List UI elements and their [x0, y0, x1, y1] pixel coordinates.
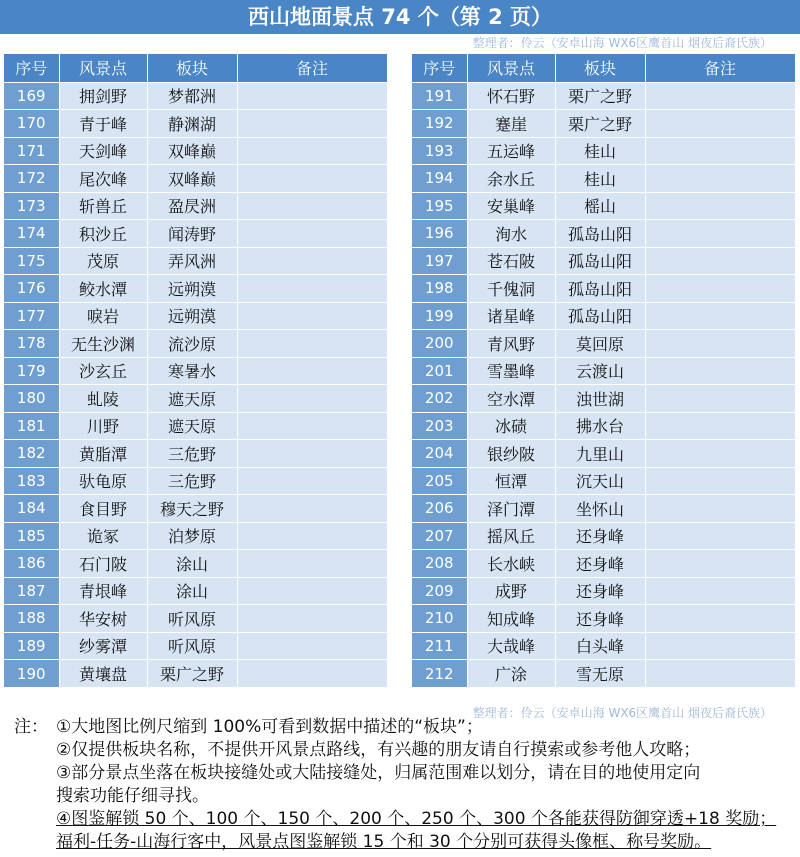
row-number: 197 [412, 247, 467, 275]
table-row [412, 605, 795, 633]
scenic-name: 天剑峰 [59, 137, 147, 165]
row-number: 178 [4, 330, 59, 358]
table-row [412, 660, 795, 688]
block-name: 远朔漠 [147, 275, 237, 303]
block-name: 听风原 [147, 632, 237, 660]
block-name: 白头峰 [555, 632, 645, 660]
row-number: 210 [412, 605, 467, 633]
row-number: 180 [4, 385, 59, 413]
note-1: ①大地图比例尺缩到 100%可看到数据中描述的“板块”； [56, 717, 483, 737]
header-note: 备注 [645, 54, 795, 82]
note-cell [237, 605, 387, 633]
table-row [412, 522, 795, 550]
note-cell [645, 577, 795, 605]
table-row [4, 165, 387, 193]
table-header-row [412, 54, 795, 82]
scenic-name: 唳岩 [59, 302, 147, 330]
scenic-name: 鲛水潭 [59, 275, 147, 303]
block-name: 流沙原 [147, 330, 237, 358]
block-name: 泊梦原 [147, 522, 237, 550]
row-number: 191 [412, 82, 467, 110]
note-cell [645, 220, 795, 248]
scenic-name: 银纱陂 [467, 440, 555, 468]
note-cell [645, 605, 795, 633]
scenic-table-right [412, 54, 796, 687]
row-number: 207 [412, 522, 467, 550]
note-cell [645, 302, 795, 330]
table-row [4, 110, 387, 138]
table-row [4, 275, 387, 303]
row-number: 200 [412, 330, 467, 358]
table-row [412, 302, 795, 330]
note-cell [645, 522, 795, 550]
note-cell [645, 495, 795, 523]
scenic-name: 驮龟原 [59, 467, 147, 495]
row-number: 186 [4, 550, 59, 578]
table-row [412, 577, 795, 605]
scenic-name: 恒潭 [467, 467, 555, 495]
row-number: 182 [4, 440, 59, 468]
scenic-name: 余水丘 [467, 165, 555, 193]
table-row [4, 440, 387, 468]
scenic-name: 斩兽丘 [59, 192, 147, 220]
note-cell [237, 330, 387, 358]
scenic-name: 冰碛 [467, 412, 555, 440]
row-number: 208 [412, 550, 467, 578]
block-name: 榣山 [555, 192, 645, 220]
row-number: 172 [4, 165, 59, 193]
scenic-name: 沙玄丘 [59, 357, 147, 385]
note-cell [237, 302, 387, 330]
scenic-name: 成野 [467, 577, 555, 605]
scenic-name: 广涂 [467, 660, 555, 688]
table-row [412, 137, 795, 165]
note-cell [237, 577, 387, 605]
block-name: 还身峰 [555, 522, 645, 550]
block-name: 孤岛山阳 [555, 302, 645, 330]
note-3: ③部分景点坐落在板块接缝处或大陆接缝处，归属范围难以划分，请在目的地使用定向 [56, 763, 701, 783]
note-cell [645, 165, 795, 193]
scenic-name: 黄脂潭 [59, 440, 147, 468]
note-cell [237, 220, 387, 248]
scenic-name: 拥剑野 [59, 82, 147, 110]
scenic-name: 茂原 [59, 247, 147, 275]
row-number: 201 [412, 357, 467, 385]
table-row [412, 110, 795, 138]
scenic-name: 安巢峰 [467, 192, 555, 220]
table-row [412, 357, 795, 385]
table-row [412, 82, 795, 110]
note-cell [237, 632, 387, 660]
block-name: 沉天山 [555, 467, 645, 495]
note-cell [645, 137, 795, 165]
table-row [4, 385, 387, 413]
block-name: 静渊湖 [147, 110, 237, 138]
note-2: ②仅提供板块名称，不提供开风景点路线，有兴趣的朋友请自行摸索或参考他人攻略； [56, 740, 701, 760]
scenic-name: 积沙丘 [59, 220, 147, 248]
block-name: 还身峰 [555, 577, 645, 605]
scenic-name: 大哉峰 [467, 632, 555, 660]
table-row [412, 330, 795, 358]
note-4: ④图鉴解锁 50 个、100 个、150 个、200 个、250 个、300 个各能获得防御穿透+18 奖励； [56, 809, 777, 829]
note-cell [237, 110, 387, 138]
note-cell [645, 82, 795, 110]
table-row [412, 247, 795, 275]
row-number: 204 [412, 440, 467, 468]
header-note: 备注 [237, 54, 387, 82]
table-row [412, 550, 795, 578]
scenic-name: 千傀洞 [467, 275, 555, 303]
table-row [412, 385, 795, 413]
note-cell [237, 165, 387, 193]
row-number: 175 [4, 247, 59, 275]
row-number: 189 [4, 632, 59, 660]
header-num: 序号 [412, 54, 467, 82]
block-name: 雪无原 [555, 660, 645, 688]
scenic-name: 长水峡 [467, 550, 555, 578]
block-name: 梦都洲 [147, 82, 237, 110]
note-3-cont: 搜索功能仔细寻找。 [56, 786, 209, 806]
note-cell [645, 660, 795, 688]
row-number: 188 [4, 605, 59, 633]
table-row [412, 632, 795, 660]
row-number: 190 [4, 660, 59, 688]
row-number: 181 [4, 412, 59, 440]
block-name: 寒暑水 [147, 357, 237, 385]
block-name: 穆天之野 [147, 495, 237, 523]
scenic-name: 青垠峰 [59, 577, 147, 605]
row-number: 212 [412, 660, 467, 688]
row-number: 198 [412, 275, 467, 303]
table-row [4, 495, 387, 523]
table-row [4, 577, 387, 605]
block-name: 栗广之野 [147, 660, 237, 688]
table-row [4, 247, 387, 275]
note-cell [645, 385, 795, 413]
block-name: 盈昃洲 [147, 192, 237, 220]
scenic-name: 泽门潭 [467, 495, 555, 523]
table-row [4, 632, 387, 660]
note-cell [237, 495, 387, 523]
note-cell [237, 467, 387, 495]
block-name: 九里山 [555, 440, 645, 468]
row-number: 173 [4, 192, 59, 220]
block-name: 还身峰 [555, 605, 645, 633]
block-name: 孤岛山阳 [555, 247, 645, 275]
note-cell [237, 550, 387, 578]
table-row [4, 467, 387, 495]
row-number: 209 [412, 577, 467, 605]
note-cell [237, 440, 387, 468]
note-cell [237, 660, 387, 688]
table-row [4, 220, 387, 248]
header-num: 序号 [4, 54, 59, 82]
row-number: 187 [4, 577, 59, 605]
table-row [4, 522, 387, 550]
table-row [4, 357, 387, 385]
notes-section [14, 716, 794, 854]
row-number: 193 [412, 137, 467, 165]
organizer-watermark: 整理者：伶云（安卓山海 WX6区鹰首山 烟夜后裔氏族） [472, 706, 772, 720]
block-name: 遮天原 [147, 412, 237, 440]
note-cell [645, 192, 795, 220]
scenic-name: 纱雾潭 [59, 632, 147, 660]
note-cell [645, 550, 795, 578]
scenic-name: 食目野 [59, 495, 147, 523]
scenic-name: 五运峰 [467, 137, 555, 165]
table-row [4, 302, 387, 330]
table-row [412, 467, 795, 495]
row-number: 196 [412, 220, 467, 248]
table-row [412, 440, 795, 468]
scenic-name: 无生沙渊 [59, 330, 147, 358]
note-cell [237, 247, 387, 275]
block-name: 坐怀山 [555, 495, 645, 523]
table-row [412, 412, 795, 440]
table-header-row [4, 54, 387, 82]
block-name: 三危野 [147, 440, 237, 468]
notes-lead: 注： [14, 717, 48, 737]
row-number: 174 [4, 220, 59, 248]
block-name: 桂山 [555, 137, 645, 165]
note-cell [645, 357, 795, 385]
block-name: 双峰巅 [147, 137, 237, 165]
scenic-name: 空水潭 [467, 385, 555, 413]
page-title: 西山地面景点 74 个（第 2 页） [0, 0, 800, 34]
organizer-watermark: 整理者：伶云（安卓山海 WX6区鹰首山 烟夜后裔氏族） [472, 36, 772, 50]
scenic-name: 川野 [59, 412, 147, 440]
note-cell [237, 137, 387, 165]
row-number: 202 [412, 385, 467, 413]
note-cell [237, 522, 387, 550]
row-number: 184 [4, 495, 59, 523]
table-row [4, 605, 387, 633]
block-name: 遮天原 [147, 385, 237, 413]
scenic-name: 青于峰 [59, 110, 147, 138]
note-cell [237, 82, 387, 110]
row-number: 183 [4, 467, 59, 495]
row-number: 169 [4, 82, 59, 110]
row-number: 206 [412, 495, 467, 523]
table-row [4, 412, 387, 440]
header-name: 风景点 [467, 54, 555, 82]
block-name: 三危野 [147, 467, 237, 495]
scenic-name: 知成峰 [467, 605, 555, 633]
note-5: 福利-任务-山海行客中，风景点图鉴解锁 15 个和 30 个分别可获得头像框、称号奖励。 [56, 832, 712, 852]
table-row [4, 82, 387, 110]
row-number: 179 [4, 357, 59, 385]
block-name: 孤岛山阳 [555, 220, 645, 248]
scenic-name: 华安树 [59, 605, 147, 633]
block-name: 还身峰 [555, 550, 645, 578]
block-name: 莫回原 [555, 330, 645, 358]
scenic-name: 诡冢 [59, 522, 147, 550]
note-cell [237, 357, 387, 385]
row-number: 199 [412, 302, 467, 330]
note-cell [237, 412, 387, 440]
block-name: 云渡山 [555, 357, 645, 385]
block-name: 远朔漠 [147, 302, 237, 330]
table-row [412, 220, 795, 248]
table-row [4, 137, 387, 165]
scenic-name: 蹇崖 [467, 110, 555, 138]
table-row [4, 550, 387, 578]
note-cell [645, 275, 795, 303]
block-name: 涂山 [147, 550, 237, 578]
table-row [412, 165, 795, 193]
table-row [412, 275, 795, 303]
block-name: 闻涛野 [147, 220, 237, 248]
note-cell [237, 192, 387, 220]
scenic-name: 尾次峰 [59, 165, 147, 193]
block-name: 听风原 [147, 605, 237, 633]
block-name: 栗广之野 [555, 82, 645, 110]
note-cell [645, 330, 795, 358]
note-cell [645, 247, 795, 275]
row-number: 205 [412, 467, 467, 495]
scenic-name: 洵水 [467, 220, 555, 248]
block-name: 浊世湖 [555, 385, 645, 413]
note-cell [645, 412, 795, 440]
header-block: 板块 [555, 54, 645, 82]
row-number: 194 [412, 165, 467, 193]
scenic-name: 雪墨峰 [467, 357, 555, 385]
block-name: 涂山 [147, 577, 237, 605]
scenic-table-left [4, 54, 388, 687]
scenic-name: 怀石野 [467, 82, 555, 110]
block-name: 桂山 [555, 165, 645, 193]
scenic-name: 苍石陂 [467, 247, 555, 275]
row-number: 192 [412, 110, 467, 138]
row-number: 203 [412, 412, 467, 440]
scenic-name: 青风野 [467, 330, 555, 358]
block-name: 栗广之野 [555, 110, 645, 138]
scenic-name: 诸星峰 [467, 302, 555, 330]
table-row [4, 660, 387, 688]
header-name: 风景点 [59, 54, 147, 82]
table-row [412, 192, 795, 220]
table-row [4, 192, 387, 220]
row-number: 177 [4, 302, 59, 330]
scenic-name: 虬陵 [59, 385, 147, 413]
scenic-name: 石门陂 [59, 550, 147, 578]
scenic-name: 摇风丘 [467, 522, 555, 550]
row-number: 171 [4, 137, 59, 165]
block-name: 孤岛山阳 [555, 275, 645, 303]
scenic-name: 黄壤盘 [59, 660, 147, 688]
block-name: 弄风洲 [147, 247, 237, 275]
note-cell [645, 440, 795, 468]
header-block: 板块 [147, 54, 237, 82]
row-number: 185 [4, 522, 59, 550]
table-row [412, 495, 795, 523]
note-cell [645, 467, 795, 495]
block-name: 双峰巅 [147, 165, 237, 193]
note-cell [237, 275, 387, 303]
row-number: 195 [412, 192, 467, 220]
note-cell [645, 632, 795, 660]
row-number: 170 [4, 110, 59, 138]
block-name: 拂水台 [555, 412, 645, 440]
table-row [4, 330, 387, 358]
row-number: 176 [4, 275, 59, 303]
note-cell [237, 385, 387, 413]
note-cell [645, 110, 795, 138]
row-number: 211 [412, 632, 467, 660]
